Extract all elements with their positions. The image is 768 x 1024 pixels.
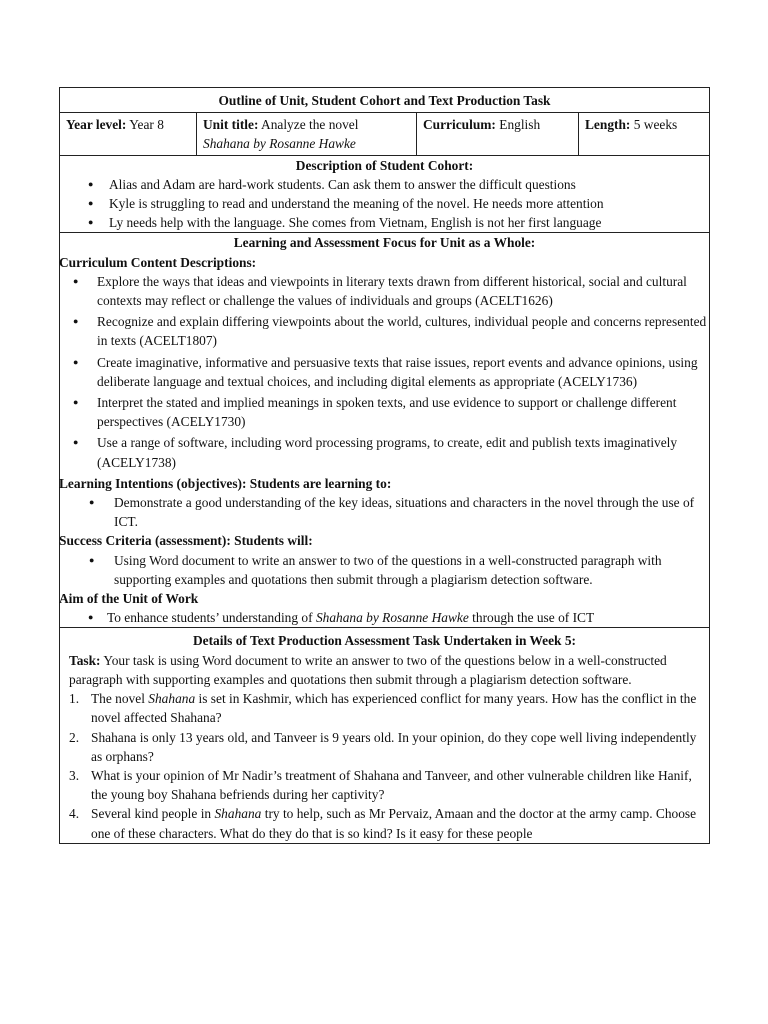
list-item: 3. What is your opinion of Mr Nadir’s treatment of Shahana and Tanveer, and other vulnerable children like Hanif, the young boy Shahana befriends during her captivity? bbox=[69, 767, 692, 803]
list-item: ● Recognize and explain differing viewpoints about the world, cultures, individual people and concerns represented in texts (ACELT1807) bbox=[60, 312, 709, 350]
list-item: ● Kyle is struggling to read and understand the meaning of the novel. He needs more attention bbox=[60, 194, 709, 213]
list-item: ● Alias and Adam are hard-work students. Can ask them to answer the difficult questions bbox=[60, 175, 709, 194]
year-level-value: Year 8 bbox=[129, 117, 164, 133]
year-level-cell bbox=[60, 113, 197, 155]
task-description bbox=[60, 651, 709, 689]
task-label: Task: bbox=[69, 652, 101, 668]
sc-heading: Success Criteria (assessment): Students will: bbox=[59, 533, 313, 549]
cohort-list bbox=[60, 175, 709, 233]
details-section bbox=[60, 628, 710, 843]
cc-heading: Curriculum Content Descriptions: bbox=[59, 254, 257, 270]
list-item: ● Create imaginative, informative and persuasive texts that raise issues, report events and advance opinions, using deliberate language and textual choices, and including digital elements as appropriate (ACELY1736) bbox=[60, 353, 709, 391]
unit-outline-document bbox=[59, 87, 709, 844]
outline-title: Outline of Unit, Student Cohort and Text Production Task bbox=[60, 88, 710, 113]
aim-list bbox=[60, 608, 709, 627]
list-item: ● Explore the ways that ideas and viewpoints in literary texts drawn from different historical, social and cultural contexts may reflect or challenge the values of individuals and groups (ACELT1626) bbox=[60, 272, 709, 310]
cc-list bbox=[60, 272, 709, 472]
list-item: ● Use a range of software, including word processing programs, to create, edit and publish texts imaginatively (ACELY1738) bbox=[60, 433, 709, 471]
list-item: 1. The novel Shahana is set in Kashmir, which has experienced conflict for many years. How has the conflict in the novel affected Shahana? bbox=[69, 691, 697, 726]
curriculum-label: Curriculum: bbox=[423, 117, 496, 133]
curriculum-value: English bbox=[499, 117, 541, 133]
aim-heading: Aim of the Unit of Work bbox=[59, 591, 199, 607]
unit-title-value: Analyze the novel bbox=[261, 117, 359, 133]
outline-table bbox=[59, 87, 710, 844]
length-cell bbox=[579, 113, 710, 155]
question-list bbox=[60, 689, 709, 843]
unit-title-label: Unit title: bbox=[203, 117, 259, 133]
length-value: 5 weeks bbox=[633, 117, 678, 133]
li-list bbox=[60, 493, 709, 531]
sc-list bbox=[60, 551, 709, 589]
task-text: Your task is using Word document to write an answer to two of the questions below in a well-constructed paragraph with supporting examples and quotations then submit through a plagiarism detection software. bbox=[69, 652, 667, 687]
list-item: 4. Several kind people in Shahana try to help, such as Mr Pervaiz, Amaan and the doctor at the army camp. Choose one of these characters. What do they do that is so kind? Is it easy for these people bbox=[69, 806, 697, 841]
unit-title-book: Shahana by Rosanne Hawke bbox=[203, 136, 356, 152]
list-item: ● To enhance students’ understanding of Shahana by Rosanne Hawke through the use of ICT bbox=[60, 608, 709, 627]
focus-heading: Learning and Assessment Focus for Unit as a Whole: bbox=[233, 235, 536, 251]
length-label: Length: bbox=[585, 117, 631, 133]
cohort-heading: Description of Student Cohort: bbox=[295, 157, 474, 173]
list-item: 2. Shahana is only 13 years old, and Tanveer is 9 years old. In your opinion, do they cope well living independently as orphans? bbox=[69, 729, 697, 764]
year-level-label: Year level: bbox=[66, 117, 127, 133]
list-item: ● Interpret the stated and implied meanings in spoken texts, and use evidence to support or challenge different perspectives (ACELY1730) bbox=[60, 393, 709, 431]
focus-section bbox=[60, 233, 710, 628]
cohort-section bbox=[60, 155, 710, 233]
unit-title-cell bbox=[197, 113, 417, 155]
details-heading: Details of Text Production Assessment Task Undertaken in Week 5: bbox=[192, 633, 577, 649]
list-item: ● Using Word document to write an answer to two of the questions in a well-constructed paragraph with supporting examples and quotations then submit through a plagiarism detection software. bbox=[60, 551, 709, 589]
li-heading: Learning Intentions (objectives): Students are learning to: bbox=[59, 475, 392, 491]
curriculum-cell bbox=[417, 113, 579, 155]
list-item: ● Ly needs help with the language. She comes from Vietnam, English is not her first language bbox=[60, 213, 709, 232]
list-item: ● Demonstrate a good understanding of the key ideas, situations and characters in the novel through the use of ICT. bbox=[60, 493, 709, 531]
